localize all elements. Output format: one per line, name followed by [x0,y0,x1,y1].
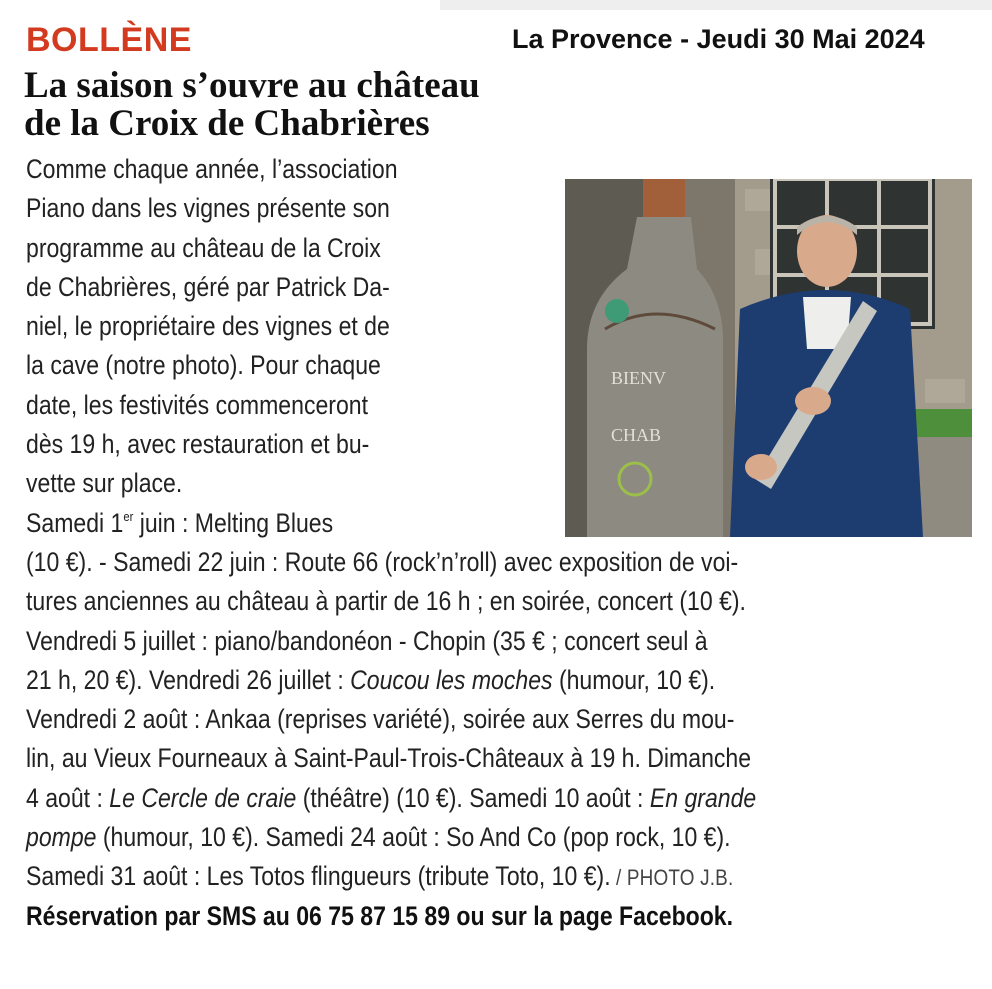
body-line: date, les festivités commenceront [26,389,368,420]
schedule-line: Vendredi 2 août : Ankaa (reprises variété), soirée aux Serres du mou- [26,704,735,735]
schedule-text: (humour, 10 €). Samedi 24 août : So And Co (pop rock, 10 €). [96,822,731,853]
schedule-line: Vendredi 5 juillet : piano/bandonéon - Chopin (35 € ; concert seul à [26,625,708,656]
headline-line-2: de la Croix de Chabrières [24,103,430,144]
schedule-text: 4 août : [26,782,110,813]
top-divider [440,0,992,10]
ordinal-suffix: er [123,508,134,524]
reservation-line: Réservation par SMS au 06 75 87 15 89 ou sur la page Facebook. [26,900,734,931]
schedule-line: lin, au Vieux Fourneaux à Saint-Paul-Trois-Châteaux à 19 h. Dimanche [26,743,752,774]
photo-credit: / PHOTO J.B. [610,865,734,891]
headline-line-1: La saison s’ouvre au château [24,65,480,106]
body-line: niel, le propriétaire des vignes et de [26,311,390,342]
schedule-text: (théâtre) (10 €). Samedi 10 août : [296,782,650,813]
schedule-line [26,661,826,700]
schedule-text: (humour, 10 €). [552,664,716,695]
body-line: de Chabrières, géré par Patrick Da- [26,271,390,302]
bottle-lettering: BIENV [611,368,666,388]
town-kicker: BOLLÈNE [26,21,192,59]
schedule-text: 21 h, 20 €). Vendredi 26 juillet : [26,664,351,695]
article-headline [24,67,624,143]
body-line: vette sur place. [26,468,183,499]
body-line: Piano dans les vignes présente son [26,193,390,224]
bottle-lettering: CHAB [611,425,662,445]
body-line: programme au château de la Croix [26,232,381,263]
show-title: Le Cercle de craie [109,782,297,813]
photo-illustration [565,179,972,537]
schedule-line [26,857,826,896]
body-line: la cave (notre photo). Pour chaque [26,350,381,381]
schedule-text: Samedi 1 [26,507,124,538]
body-line: Comme chaque année, l’association [26,154,398,184]
show-title: pompe [26,822,97,853]
schedule-line [26,818,826,857]
schedule-line: (10 €). - Samedi 22 juin : Route 66 (rock’n’roll) avec exposition de voi- [26,546,739,577]
body-line: dès 19 h, avec restauration et bu- [26,429,370,460]
schedule-line: tures anciennes au château à partir de 16 h ; en soirée, concert (10 €). [26,586,746,617]
article-photo [565,179,972,537]
schedule-line [26,779,826,818]
schedule-text: Samedi 31 août : Les Totos flingueurs (tribute Toto, 10 €). [26,861,611,892]
schedule-text: juin : Melting Blues [133,507,334,538]
show-title: En grande [649,782,757,813]
publication-source: La Provence - Jeudi 30 Mai 2024 [512,24,925,54]
show-title: Coucou les moches [350,664,553,695]
